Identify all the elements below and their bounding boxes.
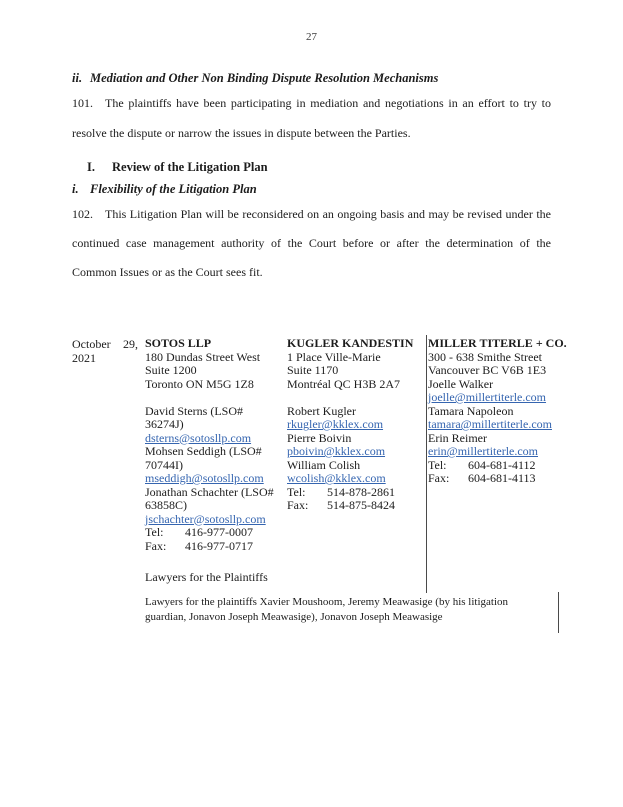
contact-line <box>145 472 285 486</box>
line-text: 180 Dundas Street West <box>145 349 261 364</box>
date-day: 29, <box>123 337 138 351</box>
line-text: Jonathan Schachter (LSO# <box>145 484 274 499</box>
email-link[interactable]: mseddigh@sotosllp.com <box>145 471 264 485</box>
contact-line <box>428 472 558 486</box>
contact-line <box>428 445 558 459</box>
line-label: Fax: <box>428 471 450 485</box>
contact-line <box>287 351 426 365</box>
contact-line <box>287 391 426 405</box>
paragraph-text: The plaintiffs have been participating in mediation and negotiations in an effort to try to resolve the dispute or narrow the issues in dispute between the Parties. <box>72 96 551 140</box>
contact-line <box>145 513 285 527</box>
contact-line <box>145 364 285 378</box>
line-text: Suite 1170 <box>287 363 339 377</box>
contact-line <box>145 432 285 446</box>
heading-text: Review of the Litigation Plan <box>112 160 268 174</box>
heading-number: ii. <box>72 71 83 85</box>
line-text: Mohsen Seddigh (LSO# <box>145 444 262 458</box>
contact-line <box>145 445 285 459</box>
contact-line <box>145 499 285 513</box>
line-text: Pierre Boivin <box>287 430 352 445</box>
line-label: Fax: <box>145 538 167 553</box>
heading-review <box>87 160 567 175</box>
line-text: 416-977-0717 <box>185 538 253 553</box>
line-label: Tel: <box>287 484 306 499</box>
paragraph-101 <box>72 88 551 148</box>
line-text: 416-977-0007 <box>185 525 253 539</box>
contact-line <box>287 378 426 392</box>
line-text: 63858C) <box>145 498 187 512</box>
contact-line <box>287 405 426 419</box>
contact-line <box>428 418 558 432</box>
contact-line <box>145 378 285 392</box>
revision-bar <box>426 335 427 593</box>
line-text: 1 Place Ville-Marie <box>287 349 381 364</box>
contact-line <box>428 459 558 473</box>
line-text: Montréal QC H3B 2A7 <box>287 376 400 391</box>
heading-number: i. <box>72 182 79 196</box>
email-link[interactable]: tamara@millertiterle.com <box>428 417 552 431</box>
contact-line <box>145 405 285 419</box>
contact-line <box>287 337 426 351</box>
line-text: Toronto ON M5G 1Z8 <box>145 376 254 391</box>
line-text: Erin Reimer <box>428 430 487 445</box>
contact-line <box>145 391 285 405</box>
role-detail-line: guardian, Jonavon Joseph Meawasige), Jonavon Joseph Meawasige <box>145 611 443 623</box>
line-text: Joelle Walker <box>428 376 494 391</box>
contact-line <box>287 486 426 500</box>
signature-date-line1 <box>72 337 138 351</box>
line-text: KUGLER KANDESTIN <box>287 336 414 350</box>
date-year: 2021 <box>72 351 96 365</box>
line-text: 514-875-8424 <box>327 498 395 512</box>
contact-line <box>428 336 567 351</box>
email-link[interactable]: jschachter@sotosllp.com <box>145 511 266 526</box>
email-link[interactable]: rkugler@kklex.com <box>287 417 384 431</box>
role-line: Lawyers for the Plaintiffs <box>145 570 268 584</box>
email-link[interactable]: dsterns@sotosllp.com <box>145 430 252 445</box>
contact-line <box>145 337 285 351</box>
paragraph-text: This Litigation Plan will be reconsidered on an ongoing basis and may be revised under the continued case management authority of the Court before or after the determination of the Common Issues or as the Court sees fit. <box>72 207 551 279</box>
contact-line <box>145 526 285 540</box>
line-text: Vancouver BC V6B 1E3 <box>428 363 547 377</box>
line-text: Tamara Napoleon <box>428 403 514 418</box>
line-label: Tel: <box>428 457 447 472</box>
paragraph-number: 102. <box>72 207 93 221</box>
line-text <box>145 390 148 404</box>
line-text: 70744I) <box>145 457 183 472</box>
contact-line <box>287 499 426 513</box>
contact-line <box>145 351 285 365</box>
contact-line <box>287 432 426 446</box>
firm-column-kugler <box>287 337 426 513</box>
contact-line <box>287 472 426 486</box>
contact-line <box>145 459 285 473</box>
heading-mediation <box>72 71 572 86</box>
heading-flexibility <box>72 182 552 197</box>
contact-line <box>287 418 426 432</box>
line-text: Robert Kugler <box>287 403 356 418</box>
line-text: 604-681-4112 <box>468 457 536 472</box>
line-label: Fax: <box>287 498 309 512</box>
line-text: 604-681-4113 <box>468 471 536 485</box>
contact-line <box>428 391 558 405</box>
line-text: 300 - 638 Smithe Street <box>428 349 542 364</box>
heading-text: Mediation and Other Non Binding Dispute Resolution Mechanisms <box>90 71 439 85</box>
email-link[interactable]: wcolish@kklex.com <box>287 471 386 485</box>
revision-bar <box>558 592 559 633</box>
line-text: SOTOS LLP <box>145 336 212 350</box>
email-link[interactable]: joelle@millertiterle.com <box>428 390 547 404</box>
line-text: MILLER TITERLE + CO. <box>428 336 567 350</box>
contact-line <box>428 364 558 378</box>
contact-line <box>287 459 426 473</box>
line-label: Tel: <box>145 525 164 539</box>
line-text: 36274J) <box>145 417 184 431</box>
role-detail <box>145 595 563 625</box>
email-link[interactable]: pboivin@kklex.com <box>287 444 386 458</box>
email-link[interactable]: erin@millertiterle.com <box>428 444 539 458</box>
heading-number: I. <box>87 160 95 174</box>
line-text: William Colish <box>287 457 361 472</box>
paragraph-102 <box>72 200 551 287</box>
paragraph-number: 101. <box>72 96 93 110</box>
firm-column-miller <box>428 336 567 486</box>
contact-line <box>145 540 285 554</box>
signature-date <box>72 337 138 365</box>
date-month: October <box>72 337 111 351</box>
contact-line <box>287 445 426 459</box>
line-text <box>287 390 290 404</box>
contact-line <box>428 405 558 419</box>
page-number: 27 <box>306 31 317 43</box>
heading-text: Flexibility of the Litigation Plan <box>90 182 257 196</box>
firm-column-sotos <box>145 337 285 553</box>
line-text: 514-878-2861 <box>327 484 395 499</box>
line-text: Suite 1200 <box>145 363 197 377</box>
contact-line <box>428 351 558 365</box>
contact-line <box>428 432 558 446</box>
role-detail-line: Lawyers for the plaintiffs Xavier Moushoom, Jeremy Meawasige (by his litigation <box>145 596 509 608</box>
contact-line <box>287 364 426 378</box>
contact-line <box>428 378 558 392</box>
contact-line <box>145 418 285 432</box>
line-text: David Sterns (LSO# <box>145 403 243 418</box>
contact-line <box>145 486 285 500</box>
